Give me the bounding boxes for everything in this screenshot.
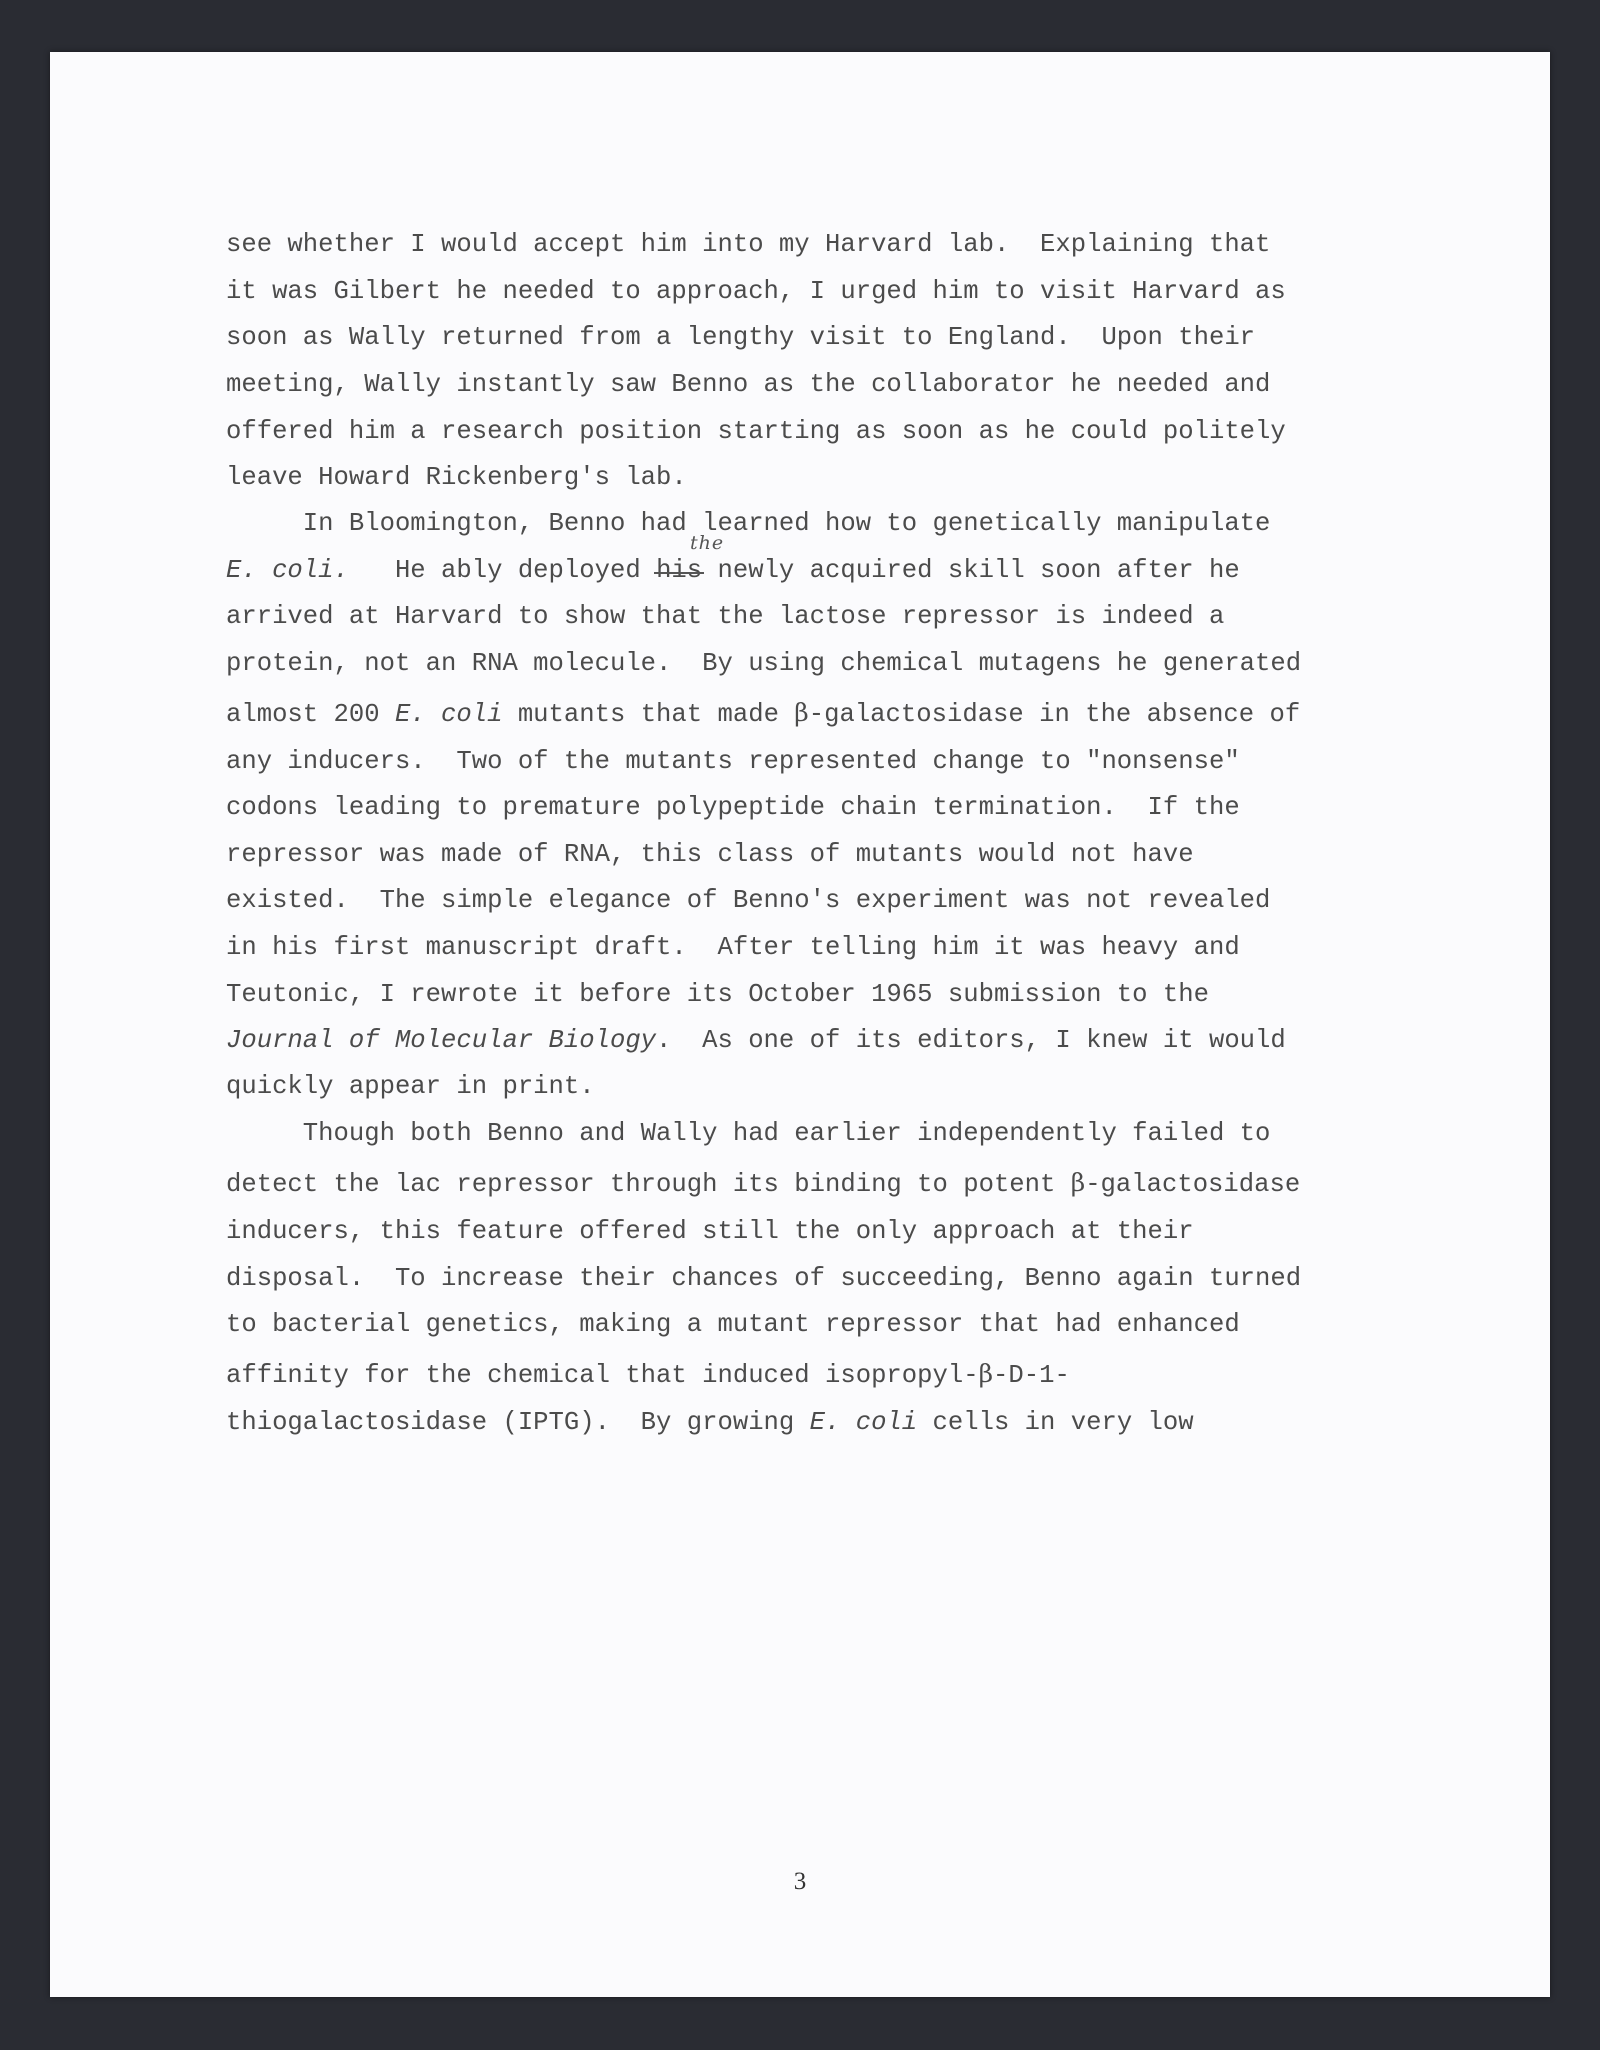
text-line: codons leading to premature polypeptide chain termination. If the	[226, 793, 1240, 822]
text-line: meeting, Wally instantly saw Benno as the collaborator he needed and	[226, 370, 1271, 399]
text-line: thiogalactosidase (IPTG). By growing E. coli cells in very low	[226, 1408, 1194, 1437]
italic-species: E. coli	[394, 700, 503, 729]
text-line: almost 200 E. coli mutants that made β-galactosidase in the absence of	[226, 698, 1301, 729]
text-line: quickly appear in print.	[226, 1072, 595, 1101]
italic-species: E. coli.	[226, 556, 349, 585]
text-line: inducers, this feature offered still the only approach at their	[226, 1217, 1194, 1246]
handwritten-correction: the	[690, 532, 725, 554]
text-line: it was Gilbert he needed to approach, I urged him to visit Harvard as	[226, 277, 1286, 306]
text-line: Teutonic, I rewrote it before its October 1965 submission to the	[226, 980, 1209, 1009]
text-line: Though both Benno and Wally had earlier independently failed to	[226, 1119, 1271, 1148]
struck-word: his	[656, 556, 703, 585]
text-line: soon as Wally returned from a lengthy visit to England. Upon their	[226, 323, 1256, 352]
italic-journal: Journal of Molecular Biology	[226, 1026, 657, 1055]
text-line: leave Howard Rickenberg's lab.	[226, 463, 687, 492]
beta-symbol: β	[794, 698, 809, 727]
beta-symbol: β	[978, 1359, 994, 1388]
text-line: In Bloomington, Benno had learned how to genetically manipulate	[226, 509, 1271, 538]
text-line: existed. The simple elegance of Benno's experiment was not revealed	[226, 886, 1271, 915]
text-line: arrived at Harvard to show that the lactose repressor is indeed a	[226, 602, 1225, 631]
text-line: in his first manuscript draft. After telling him it was heavy and	[226, 933, 1240, 962]
text-line: detect the lac repressor through its binding to potent β-galactosidase	[226, 1168, 1301, 1199]
text-line: affinity for the chemical that induced isopropyl-β-D-1-	[226, 1359, 1070, 1390]
page-number: 3	[793, 1868, 807, 1895]
text-line: repressor was made of RNA, this class of mutants would not have	[226, 840, 1194, 869]
text-line: see whether I would accept him into my Harvard lab. Explaining that	[226, 230, 1271, 259]
text-line: protein, not an RNA molecule. By using chemical mutagens he generated	[226, 649, 1302, 678]
text-line: any inducers. Two of the mutants represented change to "nonsense"	[226, 747, 1240, 776]
text-line: E. coli. He ably deployed his newly acquired skill soon after he	[226, 556, 1240, 585]
document-page	[50, 52, 1550, 1997]
beta-symbol: β	[1070, 1168, 1086, 1197]
text-line: offered him a research position starting as soon as he could politely	[226, 417, 1286, 446]
italic-species: E. coli	[809, 1408, 918, 1437]
text-line: Journal of Molecular Biology. As one of its editors, I knew it would	[226, 1026, 1286, 1055]
text-line: disposal. To increase their chances of succeeding, Benno again turned	[226, 1264, 1302, 1293]
text-line: to bacterial genetics, making a mutant repressor that had enhanced	[226, 1310, 1240, 1339]
